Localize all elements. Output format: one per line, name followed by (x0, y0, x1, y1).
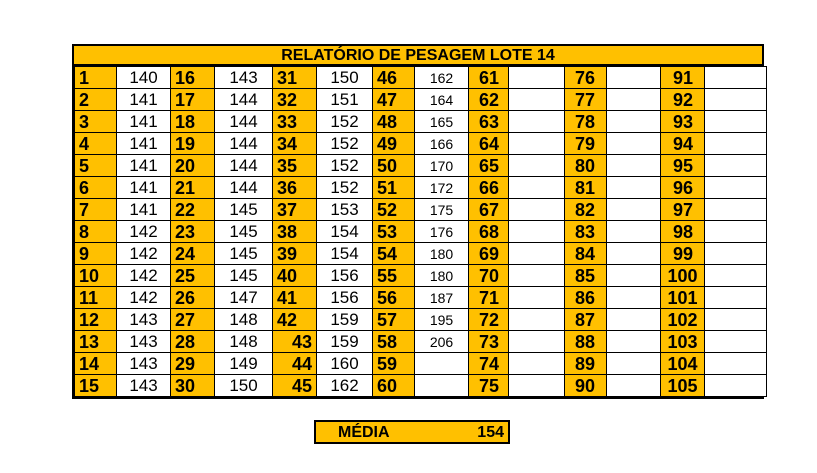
animal-number-cell: 40 (273, 265, 317, 287)
animal-number-cell: 78 (565, 111, 607, 133)
animal-number-cell: 55 (373, 265, 415, 287)
weight-value-cell (705, 89, 767, 111)
weight-value-cell (509, 331, 565, 353)
weight-value-cell: 180 (415, 265, 469, 287)
animal-number-cell: 34 (273, 133, 317, 155)
animal-number-cell: 17 (171, 89, 215, 111)
animal-number-cell: 30 (171, 375, 215, 397)
weight-value-cell: 141 (117, 89, 171, 111)
animal-number-cell: 93 (661, 111, 705, 133)
animal-number-cell: 31 (273, 67, 317, 89)
animal-number-cell: 61 (469, 67, 509, 89)
animal-number-cell: 45 (273, 375, 317, 397)
table-row (75, 89, 767, 111)
animal-number-cell: 42 (273, 309, 317, 331)
weight-value-cell (509, 221, 565, 243)
weighing-report (72, 44, 764, 399)
weight-value-cell (509, 287, 565, 309)
animal-number-cell: 104 (661, 353, 705, 375)
weights-grid-frame (72, 66, 764, 399)
weight-value-cell (607, 67, 661, 89)
weight-value-cell (705, 243, 767, 265)
animal-number-cell: 67 (469, 199, 509, 221)
animal-number-cell: 12 (75, 309, 117, 331)
animal-number-cell: 87 (565, 309, 607, 331)
weight-value-cell: 143 (117, 375, 171, 397)
weight-value-cell: 144 (215, 89, 273, 111)
weight-value-cell: 145 (215, 199, 273, 221)
animal-number-cell: 60 (373, 375, 415, 397)
weight-value-cell: 154 (317, 243, 373, 265)
weight-value-cell: 143 (117, 331, 171, 353)
table-row (75, 67, 767, 89)
weight-value-cell (705, 309, 767, 331)
weight-value-cell: 172 (415, 177, 469, 199)
animal-number-cell: 3 (75, 111, 117, 133)
weight-value-cell (705, 331, 767, 353)
animal-number-cell: 94 (661, 133, 705, 155)
animal-number-cell: 66 (469, 177, 509, 199)
weight-value-cell (607, 199, 661, 221)
weight-value-cell: 160 (317, 353, 373, 375)
weight-value-cell (607, 265, 661, 287)
weight-value-cell (509, 353, 565, 375)
weight-value-cell: 148 (215, 309, 273, 331)
table-row (75, 353, 767, 375)
weight-value-cell: 153 (317, 199, 373, 221)
animal-number-cell: 32 (273, 89, 317, 111)
weight-value-cell: 143 (117, 309, 171, 331)
weight-value-cell (607, 155, 661, 177)
weight-value-cell (705, 199, 767, 221)
weight-value-cell: 142 (117, 243, 171, 265)
animal-number-cell: 10 (75, 265, 117, 287)
weight-value-cell: 150 (317, 67, 373, 89)
table-row (75, 375, 767, 397)
animal-number-cell: 64 (469, 133, 509, 155)
weight-value-cell: 147 (215, 287, 273, 309)
weight-value-cell: 149 (215, 353, 273, 375)
animal-number-cell: 26 (171, 287, 215, 309)
table-row (75, 177, 767, 199)
animal-number-cell: 74 (469, 353, 509, 375)
weight-value-cell (509, 111, 565, 133)
animal-number-cell: 20 (171, 155, 215, 177)
weight-value-cell: 141 (117, 111, 171, 133)
weight-value-cell: 142 (117, 287, 171, 309)
weight-value-cell: 170 (415, 155, 469, 177)
animal-number-cell: 23 (171, 221, 215, 243)
animal-number-cell: 62 (469, 89, 509, 111)
animal-number-cell: 53 (373, 221, 415, 243)
weight-value-cell: 142 (117, 265, 171, 287)
weight-value-cell: 152 (317, 111, 373, 133)
animal-number-cell: 36 (273, 177, 317, 199)
weight-value-cell (509, 309, 565, 331)
table-row (75, 287, 767, 309)
weight-value-cell (705, 353, 767, 375)
animal-number-cell: 28 (171, 331, 215, 353)
animal-number-cell: 33 (273, 111, 317, 133)
animal-number-cell: 44 (273, 353, 317, 375)
weight-value-cell (509, 133, 565, 155)
weight-value-cell (509, 177, 565, 199)
weight-value-cell: 187 (415, 287, 469, 309)
animal-number-cell: 24 (171, 243, 215, 265)
weights-grid-body (75, 67, 767, 397)
weight-value-cell: 166 (415, 133, 469, 155)
weight-value-cell (607, 287, 661, 309)
weight-value-cell (705, 265, 767, 287)
animal-number-cell: 14 (75, 353, 117, 375)
animal-number-cell: 102 (661, 309, 705, 331)
animal-number-cell: 86 (565, 287, 607, 309)
animal-number-cell: 39 (273, 243, 317, 265)
table-row (75, 133, 767, 155)
weight-value-cell: 141 (117, 199, 171, 221)
table-row (75, 221, 767, 243)
animal-number-cell: 57 (373, 309, 415, 331)
animal-number-cell: 69 (469, 243, 509, 265)
weight-value-cell: 152 (317, 133, 373, 155)
animal-number-cell: 91 (661, 67, 705, 89)
weight-value-cell: 145 (215, 221, 273, 243)
weight-value-cell: 141 (117, 133, 171, 155)
animal-number-cell: 79 (565, 133, 607, 155)
weight-value-cell: 144 (215, 111, 273, 133)
weight-value-cell: 159 (317, 331, 373, 353)
animal-number-cell: 71 (469, 287, 509, 309)
animal-number-cell: 18 (171, 111, 215, 133)
weight-value-cell (509, 67, 565, 89)
weight-value-cell (415, 375, 469, 397)
weight-value-cell: 176 (415, 221, 469, 243)
weight-value-cell (607, 177, 661, 199)
animal-number-cell: 96 (661, 177, 705, 199)
animal-number-cell: 97 (661, 199, 705, 221)
weight-value-cell (607, 375, 661, 397)
animal-number-cell: 98 (661, 221, 705, 243)
weight-value-cell (705, 133, 767, 155)
weight-value-cell: 145 (215, 265, 273, 287)
animal-number-cell: 95 (661, 155, 705, 177)
weight-value-cell (607, 89, 661, 111)
animal-number-cell: 54 (373, 243, 415, 265)
weight-value-cell (607, 221, 661, 243)
animal-number-cell: 6 (75, 177, 117, 199)
weight-value-cell: 144 (215, 155, 273, 177)
animal-number-cell: 8 (75, 221, 117, 243)
animal-number-cell: 13 (75, 331, 117, 353)
animal-number-cell: 75 (469, 375, 509, 397)
weight-value-cell: 151 (317, 89, 373, 111)
animal-number-cell: 41 (273, 287, 317, 309)
animal-number-cell: 105 (661, 375, 705, 397)
animal-number-cell: 80 (565, 155, 607, 177)
weight-value-cell (509, 155, 565, 177)
weight-value-cell: 140 (117, 67, 171, 89)
weight-value-cell: 141 (117, 155, 171, 177)
animal-number-cell: 47 (373, 89, 415, 111)
animal-number-cell: 63 (469, 111, 509, 133)
average-label: MÉDIA (338, 424, 390, 441)
table-row (75, 265, 767, 287)
animal-number-cell: 35 (273, 155, 317, 177)
table-row (75, 111, 767, 133)
table-row (75, 155, 767, 177)
animal-number-cell: 68 (469, 221, 509, 243)
animal-number-cell: 11 (75, 287, 117, 309)
weight-value-cell (509, 89, 565, 111)
weight-value-cell (705, 67, 767, 89)
weight-value-cell (607, 331, 661, 353)
animal-number-cell: 19 (171, 133, 215, 155)
animal-number-cell: 37 (273, 199, 317, 221)
weight-value-cell (607, 133, 661, 155)
table-row (75, 309, 767, 331)
weight-value-cell: 152 (317, 177, 373, 199)
animal-number-cell: 101 (661, 287, 705, 309)
weight-value-cell (607, 353, 661, 375)
weight-value-cell: 180 (415, 243, 469, 265)
weight-value-cell: 143 (215, 67, 273, 89)
animal-number-cell: 25 (171, 265, 215, 287)
weight-value-cell: 144 (215, 133, 273, 155)
animal-number-cell: 65 (469, 155, 509, 177)
weight-value-cell (705, 111, 767, 133)
weight-value-cell: 175 (415, 199, 469, 221)
weight-value-cell (509, 375, 565, 397)
table-row (75, 199, 767, 221)
animal-number-cell: 77 (565, 89, 607, 111)
animal-number-cell: 2 (75, 89, 117, 111)
weight-value-cell: 156 (317, 265, 373, 287)
weight-value-cell: 150 (215, 375, 273, 397)
animal-number-cell: 49 (373, 133, 415, 155)
animal-number-cell: 92 (661, 89, 705, 111)
weight-value-cell: 162 (317, 375, 373, 397)
weight-value-cell (509, 265, 565, 287)
animal-number-cell: 38 (273, 221, 317, 243)
weight-value-cell (607, 111, 661, 133)
animal-number-cell: 99 (661, 243, 705, 265)
animal-number-cell: 16 (171, 67, 215, 89)
weight-value-cell: 206 (415, 331, 469, 353)
weight-value-cell (509, 199, 565, 221)
weight-value-cell: 154 (317, 221, 373, 243)
weight-value-cell (705, 177, 767, 199)
animal-number-cell: 43 (273, 331, 317, 353)
animal-number-cell: 58 (373, 331, 415, 353)
animal-number-cell: 29 (171, 353, 215, 375)
animal-number-cell: 9 (75, 243, 117, 265)
weight-value-cell: 164 (415, 89, 469, 111)
weight-value-cell: 148 (215, 331, 273, 353)
average-value: 154 (477, 424, 504, 441)
animal-number-cell: 5 (75, 155, 117, 177)
animal-number-cell: 59 (373, 353, 415, 375)
weight-value-cell (705, 221, 767, 243)
weight-value-cell: 195 (415, 309, 469, 331)
weight-value-cell (705, 375, 767, 397)
animal-number-cell: 85 (565, 265, 607, 287)
animal-number-cell: 4 (75, 133, 117, 155)
animal-number-cell: 103 (661, 331, 705, 353)
animal-number-cell: 90 (565, 375, 607, 397)
weight-value-cell (705, 155, 767, 177)
weight-value-cell (607, 243, 661, 265)
animal-number-cell: 88 (565, 331, 607, 353)
animal-number-cell: 56 (373, 287, 415, 309)
weight-value-cell: 144 (215, 177, 273, 199)
weight-value-cell: 162 (415, 67, 469, 89)
animal-number-cell: 76 (565, 67, 607, 89)
animal-number-cell: 48 (373, 111, 415, 133)
weight-value-cell: 141 (117, 177, 171, 199)
animal-number-cell: 50 (373, 155, 415, 177)
animal-number-cell: 83 (565, 221, 607, 243)
weight-value-cell: 142 (117, 221, 171, 243)
weight-value-cell: 156 (317, 287, 373, 309)
animal-number-cell: 72 (469, 309, 509, 331)
animal-number-cell: 52 (373, 199, 415, 221)
animal-number-cell: 7 (75, 199, 117, 221)
animal-number-cell: 73 (469, 331, 509, 353)
animal-number-cell: 89 (565, 353, 607, 375)
animal-number-cell: 15 (75, 375, 117, 397)
table-row (75, 243, 767, 265)
animal-number-cell: 51 (373, 177, 415, 199)
weight-value-cell: 165 (415, 111, 469, 133)
animal-number-cell: 81 (565, 177, 607, 199)
table-row (75, 331, 767, 353)
weight-value-cell (415, 353, 469, 375)
weight-value-cell: 145 (215, 243, 273, 265)
animal-number-cell: 82 (565, 199, 607, 221)
animal-number-cell: 84 (565, 243, 607, 265)
report-title: RELATÓRIO DE PESAGEM LOTE 14 (72, 44, 764, 66)
animal-number-cell: 100 (661, 265, 705, 287)
animal-number-cell: 21 (171, 177, 215, 199)
animal-number-cell: 70 (469, 265, 509, 287)
animal-number-cell: 46 (373, 67, 415, 89)
weight-value-cell (509, 243, 565, 265)
average-box (314, 420, 510, 444)
weight-value-cell (705, 287, 767, 309)
weights-grid (74, 66, 767, 397)
weight-value-cell: 143 (117, 353, 171, 375)
weight-value-cell: 159 (317, 309, 373, 331)
animal-number-cell: 27 (171, 309, 215, 331)
weight-value-cell: 152 (317, 155, 373, 177)
animal-number-cell: 1 (75, 67, 117, 89)
weight-value-cell (607, 309, 661, 331)
animal-number-cell: 22 (171, 199, 215, 221)
